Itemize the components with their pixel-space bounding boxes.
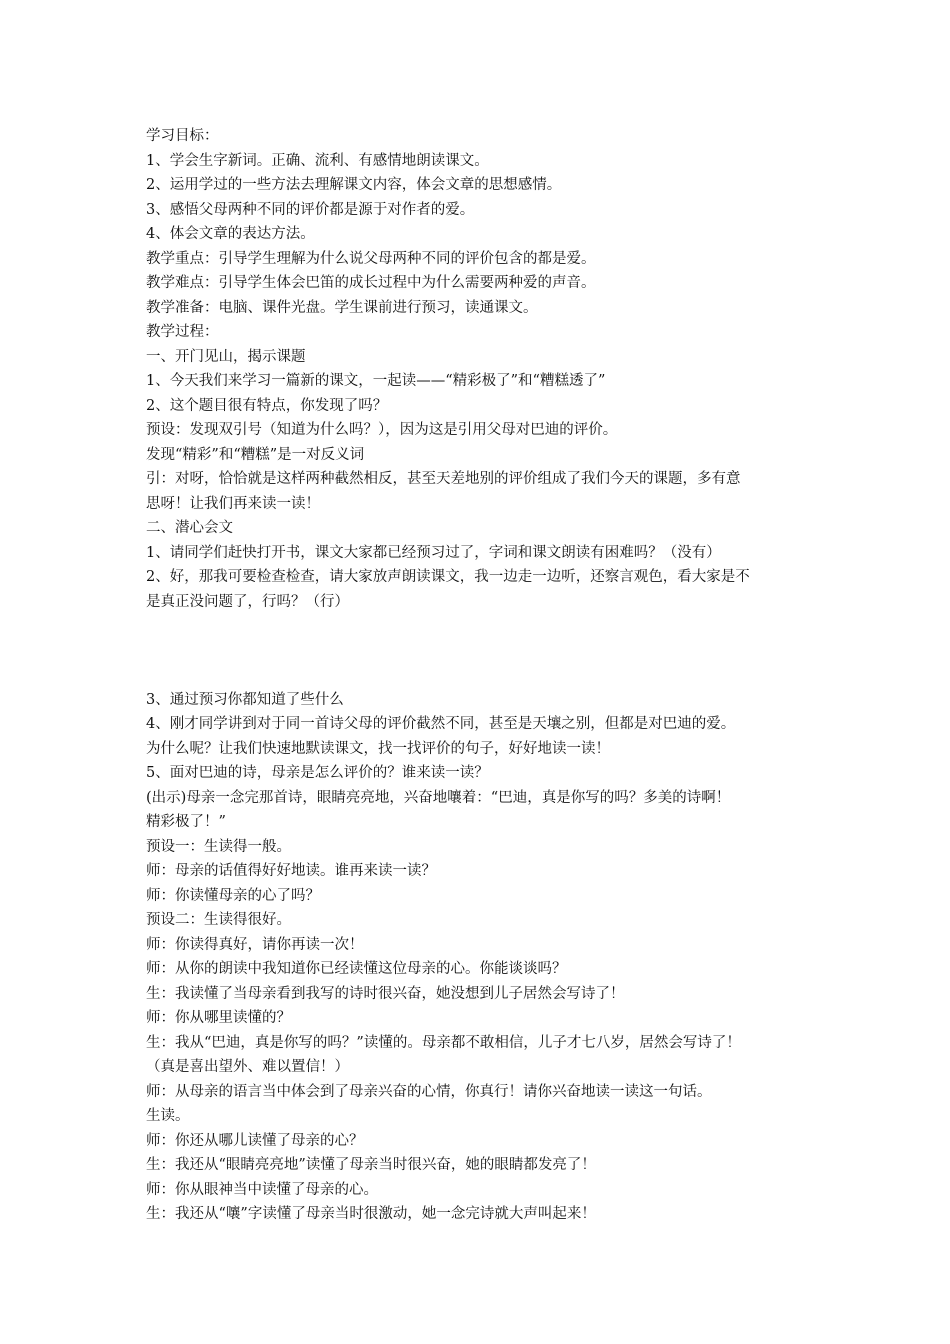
text-line: 是真正没问题了，行吗？（行） bbox=[146, 593, 349, 610]
text-line: 3、通过预习你都知道了些什么 bbox=[146, 691, 344, 708]
text-line: 学习目标： bbox=[146, 128, 219, 144]
text-line: 引：对呀，恰恰就是这样两种截然相反，甚至天差地别的评价组成了我们今天的课题，多有意 bbox=[146, 471, 741, 487]
text-line: 生：我读懂了当母亲看到我写的诗时很兴奋，她没想到儿子居然会写诗了！ bbox=[146, 985, 625, 1002]
text-line: 二、潜心会文 bbox=[146, 520, 233, 536]
text-line: 1、今天我们来学习一篇新的课文，一起读——“精彩极了”和“糟糕透了” bbox=[146, 373, 606, 389]
text-line: 3、感悟父母两种不同的评价都是源于对作者的爱。 bbox=[146, 201, 475, 218]
text-line: 师：你从眼神当中读懂了母亲的心。 bbox=[146, 1181, 378, 1198]
text-line: 1、请同学们赶快打开书，课文大家都已经预习过了，字词和课文朗读有困难吗？（没有） bbox=[146, 544, 721, 561]
text-line: 为什么呢？让我们快速地默读课文，找一找评价的句子，好好地读一读！ bbox=[146, 740, 610, 757]
text-line: 4、刚才同学讲到对于同一首诗父母的评价截然不同，甚至是天壤之别，但都是对巴迪的爱。 bbox=[146, 716, 736, 732]
text-line: 教学重点：引导学生理解为什么说父母两种不同的评价包含的都是爱。 bbox=[146, 250, 596, 267]
text-line: 教学过程： bbox=[146, 324, 219, 340]
text-line: （真是喜出望外、难以置信！） bbox=[146, 1059, 349, 1075]
text-line: 师：你还从哪儿读懂了母亲的心？ bbox=[146, 1132, 364, 1149]
text-line: 2、运用学过的一些方法去理解课文内容，体会文章的思想感情。 bbox=[146, 177, 562, 193]
text-line: 预设二：生读得很好。 bbox=[146, 912, 291, 928]
text-line: 5、面对巴迪的诗，母亲是怎么评价的？谁来读一读？ bbox=[146, 765, 489, 781]
text-line: 师：你从哪里读懂的？ bbox=[146, 1010, 291, 1026]
text-line: 生读。 bbox=[146, 1108, 190, 1124]
text-line: 师：你读得真好，请你再读一次！ bbox=[146, 936, 364, 953]
text-line: 教学难点：引导学生体会巴笛的成长过程中为什么需要两种爱的声音。 bbox=[146, 275, 596, 291]
text-line: 师：母亲的话值得好好地读。谁再来读一读？ bbox=[146, 863, 436, 879]
text-line: 一、开门见山，揭示课题 bbox=[146, 348, 306, 365]
text-line: 生：我还从“嚷”字读懂了母亲当时很激动，她一念完诗就大声叫起来！ bbox=[146, 1206, 596, 1222]
text-line: 生：我从“巴迪，真是你写的吗？”读懂的。母亲都不敢相信，儿子才七八岁，居然会写诗了！ bbox=[146, 1034, 741, 1051]
text-line: 2、好，那我可要检查检查，请大家放声朗读课文，我一边走一边听，还察言观色，看大家是不 bbox=[146, 569, 750, 585]
text-line: 精彩极了！” bbox=[146, 814, 226, 830]
text-line: 预设一：生读得一般。 bbox=[146, 838, 291, 855]
paragraph-gap bbox=[146, 614, 820, 688]
lesson-plan-text bbox=[146, 124, 820, 1227]
text-line: 1、学会生字新词。正确、流利、有感情地朗读课文。 bbox=[146, 152, 489, 169]
text-line: 师：从母亲的语言当中体会到了母亲兴奋的心情，你真行！请你兴奋地读一读这一句话。 bbox=[146, 1083, 712, 1100]
text-line: 生：我还从“眼睛亮亮地”读懂了母亲当时很兴奋，她的眼睛都发亮了！ bbox=[146, 1157, 596, 1173]
text-line: 4、体会文章的表达方法。 bbox=[146, 226, 315, 242]
text-line: 思呀！让我们再来读一读！ bbox=[146, 495, 320, 512]
text-line: 2、这个题目很有特点，你发现了吗？ bbox=[146, 397, 388, 414]
text-line: 师：从你的朗读中我知道你已经读懂这位母亲的心。你能谈谈吗？ bbox=[146, 961, 567, 977]
text-line: 师：你读懂母亲的心了吗？ bbox=[146, 887, 320, 904]
text-line: 预设：发现双引号（知道为什么吗？），因为这是引用父母对巴迪的评价。 bbox=[146, 422, 618, 438]
text-line: 发现“精彩”和“糟糕”是一对反义词 bbox=[146, 446, 365, 463]
text-line: 教学准备：电脑、课件光盘。学生课前进行预习，读通课文。 bbox=[146, 299, 538, 316]
text-line: (出示)母亲一念完那首诗，眼睛亮亮地，兴奋地嚷着：“巴迪，真是你写的吗？多美的诗啊！ bbox=[146, 789, 731, 806]
